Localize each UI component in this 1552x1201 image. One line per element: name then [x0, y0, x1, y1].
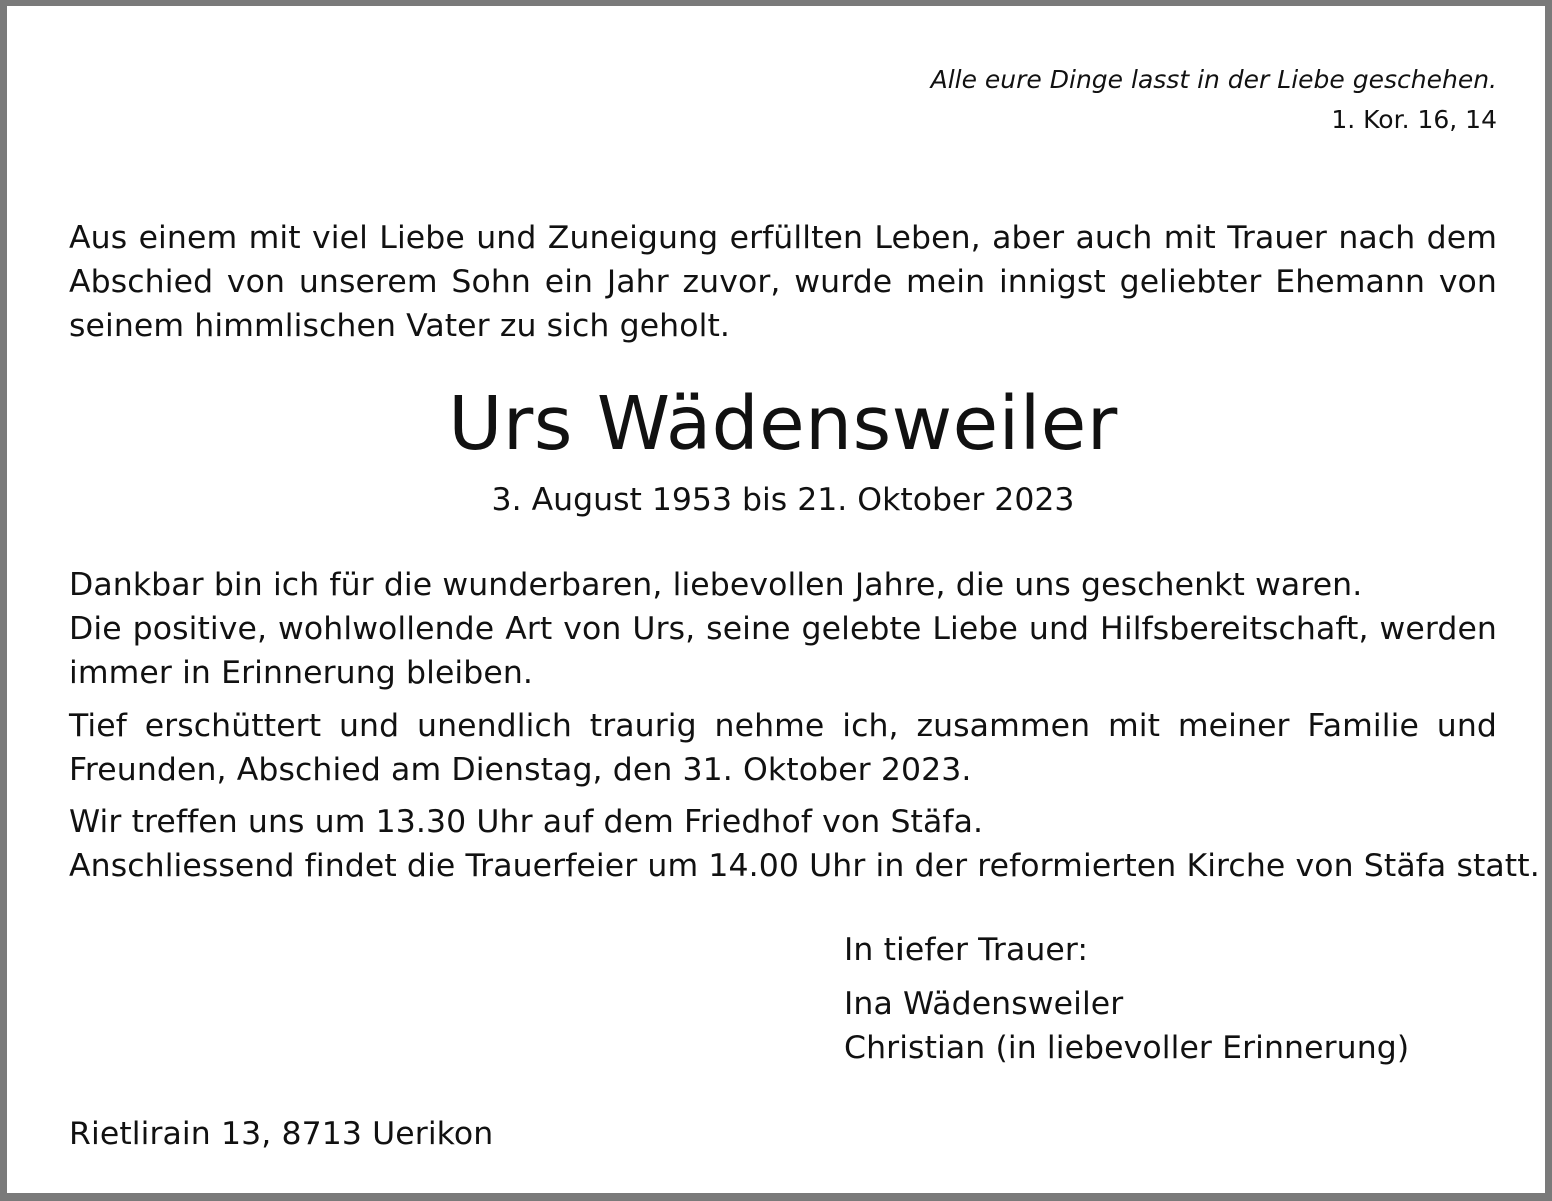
mourners-heading: In tiefer Trauer:: [844, 932, 1089, 968]
paragraph-line: immer in Erinnerung bleiben.: [69, 655, 534, 691]
paragraph-line: Dankbar bin ich für die wunderbaren, liebevollen Jahre, die uns geschenkt waren.: [69, 567, 1363, 603]
bible-verse: [931, 60, 1497, 140]
gratitude-paragraph: [69, 563, 1497, 695]
paragraph-line: Wir treffen uns um 13.30 Uhr auf dem Friedhof von Stäfa.: [69, 804, 984, 840]
ceremony-paragraph: [69, 800, 1540, 888]
paragraph-line: Freunden, Abschied am Dienstag, den 31. Oktober 2023.: [69, 752, 972, 788]
deceased-name: Urs Wädensweiler: [448, 381, 1118, 467]
spacer: [844, 972, 1494, 982]
verse-reference: 1. Kor. 16, 14: [1331, 105, 1497, 134]
mourner-name: Ina Wädensweiler: [844, 986, 1124, 1022]
paragraph-line: Anschliessend findet die Trauerfeier um 14.00 Uhr in der reformierten Kirche von Stäfa statt.: [69, 848, 1540, 884]
intro-line: Abschied von unserem Sohn ein Jahr zuvor, wurde mein innigst geliebter Ehemann von: [69, 264, 1497, 300]
paragraph-line: Tief erschüttert und unendlich traurig nehme ich, zusammen mit meiner Familie und: [69, 708, 1497, 744]
intro-line: seinem himmlischen Vater zu sich geholt.: [69, 308, 731, 344]
life-dates: 3. August 1953 bis 21. Oktober 2023: [491, 482, 1075, 518]
mourners-signature: [844, 928, 1494, 1070]
family-address: Rietlirain 13, 8713 Uerikon: [69, 1116, 494, 1152]
verse-quote: Alle eure Dinge lasst in der Liebe geschehen.: [930, 65, 1497, 94]
intro-paragraph: [69, 216, 1497, 348]
intro-line: Aus einem mit viel Liebe und Zuneigung erfüllten Leben, aber auch mit Trauer nach dem: [69, 220, 1497, 256]
farewell-paragraph: [69, 704, 1497, 792]
mourner-name: Christian (in liebevoller Erinnerung): [844, 1030, 1410, 1066]
paragraph-line: Die positive, wohlwollende Art von Urs, seine gelebte Liebe und Hilfsbereitschaft, werden: [69, 611, 1497, 647]
